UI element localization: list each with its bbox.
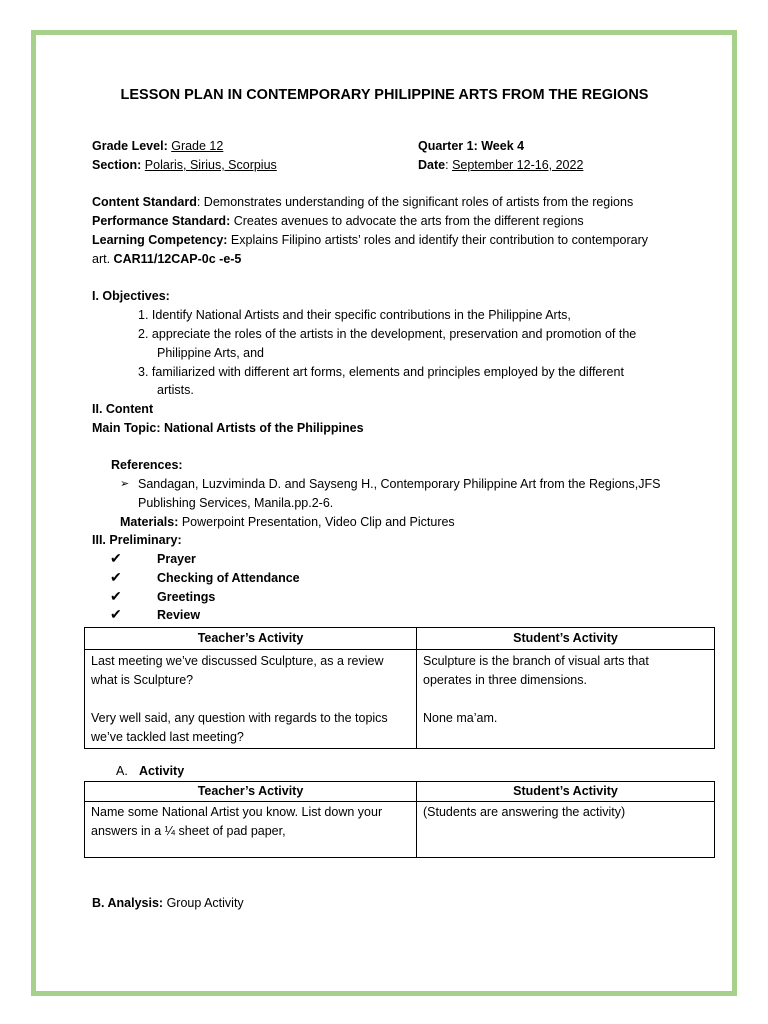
- main-topic: Main Topic: National Artists of the Philippines: [92, 421, 364, 435]
- reference-bullet: ➢: [120, 478, 130, 490]
- teacher-activity-cell: [85, 650, 417, 749]
- teacher-line: what is Sculpture?: [91, 673, 194, 687]
- objective-item-1: [138, 306, 571, 325]
- date-label: Date: [418, 158, 446, 172]
- check-icon: ✔: [110, 606, 122, 622]
- competency-code: CAR11/12CAP-0c -e-5: [113, 252, 242, 266]
- materials-label: Materials:: [120, 515, 179, 529]
- learning-competency: [92, 231, 648, 250]
- student-line: None ma’am.: [423, 711, 498, 725]
- preliminary-item-prayer: Prayer: [157, 552, 196, 566]
- date-sep: :: [445, 158, 449, 172]
- check-icon: ✔: [110, 588, 122, 604]
- objective-item-2-cont: Philippine Arts, and: [157, 346, 265, 360]
- objectives-heading: I. Objectives:: [92, 289, 170, 303]
- table-header-student: Student’s Activity: [417, 628, 715, 650]
- table-row: [85, 802, 715, 858]
- teacher-line: we’ve tackled last meeting?: [91, 730, 244, 744]
- performance-standard-label: Performance Standard:: [92, 214, 231, 228]
- table-row: [85, 650, 715, 749]
- review-table: [84, 627, 715, 749]
- teacher-line: Name some National Artist you know. List down your: [91, 805, 383, 819]
- objective-num: 2.: [138, 327, 149, 341]
- activity-heading: Activity: [139, 764, 185, 778]
- analysis-text: Group Activity: [163, 896, 244, 910]
- table-header-teacher: Teacher’s Activity: [85, 782, 417, 802]
- section-value: Polaris, Sirius, Scorpius: [144, 158, 277, 172]
- table-header-row: [85, 628, 715, 650]
- content-standard-label: Content Standard: [92, 195, 197, 209]
- objective-text: familiarized with different art forms, elements and principles employed by the different: [151, 365, 624, 379]
- activity-marker: A.: [116, 764, 128, 778]
- learning-competency-text: Explains Filipino artists’ roles and identify their contribution to contemporary: [227, 233, 649, 247]
- learning-competency-cont: [92, 250, 241, 269]
- learning-competency-label: Learning Competency:: [92, 233, 228, 247]
- table-header-student: Student’s Activity: [417, 782, 715, 802]
- preliminary-item-greetings: Greetings: [157, 590, 216, 604]
- quarter-week: Quarter 1: Week 4: [418, 139, 525, 153]
- objective-item-2: [138, 325, 636, 344]
- preliminary-item-attendance: Checking of Attendance: [157, 571, 300, 585]
- table-header-teacher: Teacher’s Activity: [85, 628, 417, 650]
- content-standard-text: : Demonstrates understanding of the significant roles of artists from the regions: [196, 195, 634, 209]
- performance-standard: [92, 212, 584, 231]
- reference-line-1: Sandagan, Luzviminda D. and Sayseng H., Contemporary Philippine Art from the Regions,JFS: [138, 477, 661, 491]
- check-icon: ✔: [110, 569, 122, 585]
- check-icon: ✔: [110, 550, 122, 566]
- date-value: September 12-16, 2022: [452, 158, 584, 172]
- date: [418, 156, 583, 175]
- section: [92, 156, 277, 175]
- table-header-row: [85, 782, 715, 802]
- reference-line-2: Publishing Services, Manila.pp.2-6.: [138, 496, 334, 510]
- analysis: [92, 894, 244, 913]
- student-activity-cell: [417, 802, 715, 858]
- objective-num: 1.: [138, 308, 149, 322]
- teacher-line: Last meeting we’ve discussed Sculpture, as a review: [91, 654, 384, 668]
- blank-line: [423, 690, 708, 709]
- preliminary-heading: III. Preliminary:: [92, 533, 182, 547]
- grade-level: [92, 137, 223, 156]
- grade-value: Grade 12: [171, 139, 224, 153]
- activity-table: [84, 781, 715, 858]
- objective-item-3: [138, 363, 624, 382]
- materials-text: Powerpoint Presentation, Video Clip and Pictures: [178, 515, 455, 529]
- content-heading: II. Content: [92, 402, 154, 416]
- teacher-line: Very well said, any question with regards to the topics: [91, 711, 388, 725]
- student-activity-cell: [417, 650, 715, 749]
- analysis-label: B. Analysis:: [92, 896, 164, 910]
- objective-num: 3.: [138, 365, 149, 379]
- document-title: LESSON PLAN IN CONTEMPORARY PHILIPPINE ARTS FROM THE REGIONS: [120, 87, 649, 103]
- references-heading: References:: [111, 458, 183, 472]
- learning-competency-text2: art.: [92, 252, 114, 266]
- content-standard: [92, 193, 633, 212]
- student-line: (Students are answering the activity): [423, 805, 626, 819]
- materials: [120, 513, 455, 532]
- blank-line: [91, 690, 410, 709]
- student-line: Sculpture is the branch of visual arts that: [423, 654, 649, 668]
- teacher-activity-cell: [85, 802, 417, 858]
- student-line: operates in three dimensions.: [423, 673, 587, 687]
- objective-item-3-cont: artists.: [157, 383, 194, 397]
- performance-standard-text: Creates avenues to advocate the arts from the different regions: [230, 214, 584, 228]
- objective-text: Identify National Artists and their specific contributions in the Philippine Arts,: [151, 308, 571, 322]
- grade-label: Grade Level:: [92, 139, 168, 153]
- objective-text: appreciate the roles of the artists in the development, preservation and promotion of the: [151, 327, 637, 341]
- teacher-line: answers in a ¼ sheet of pad paper,: [91, 824, 286, 838]
- preliminary-item-review: Review: [157, 608, 201, 622]
- section-label: Section:: [92, 158, 142, 172]
